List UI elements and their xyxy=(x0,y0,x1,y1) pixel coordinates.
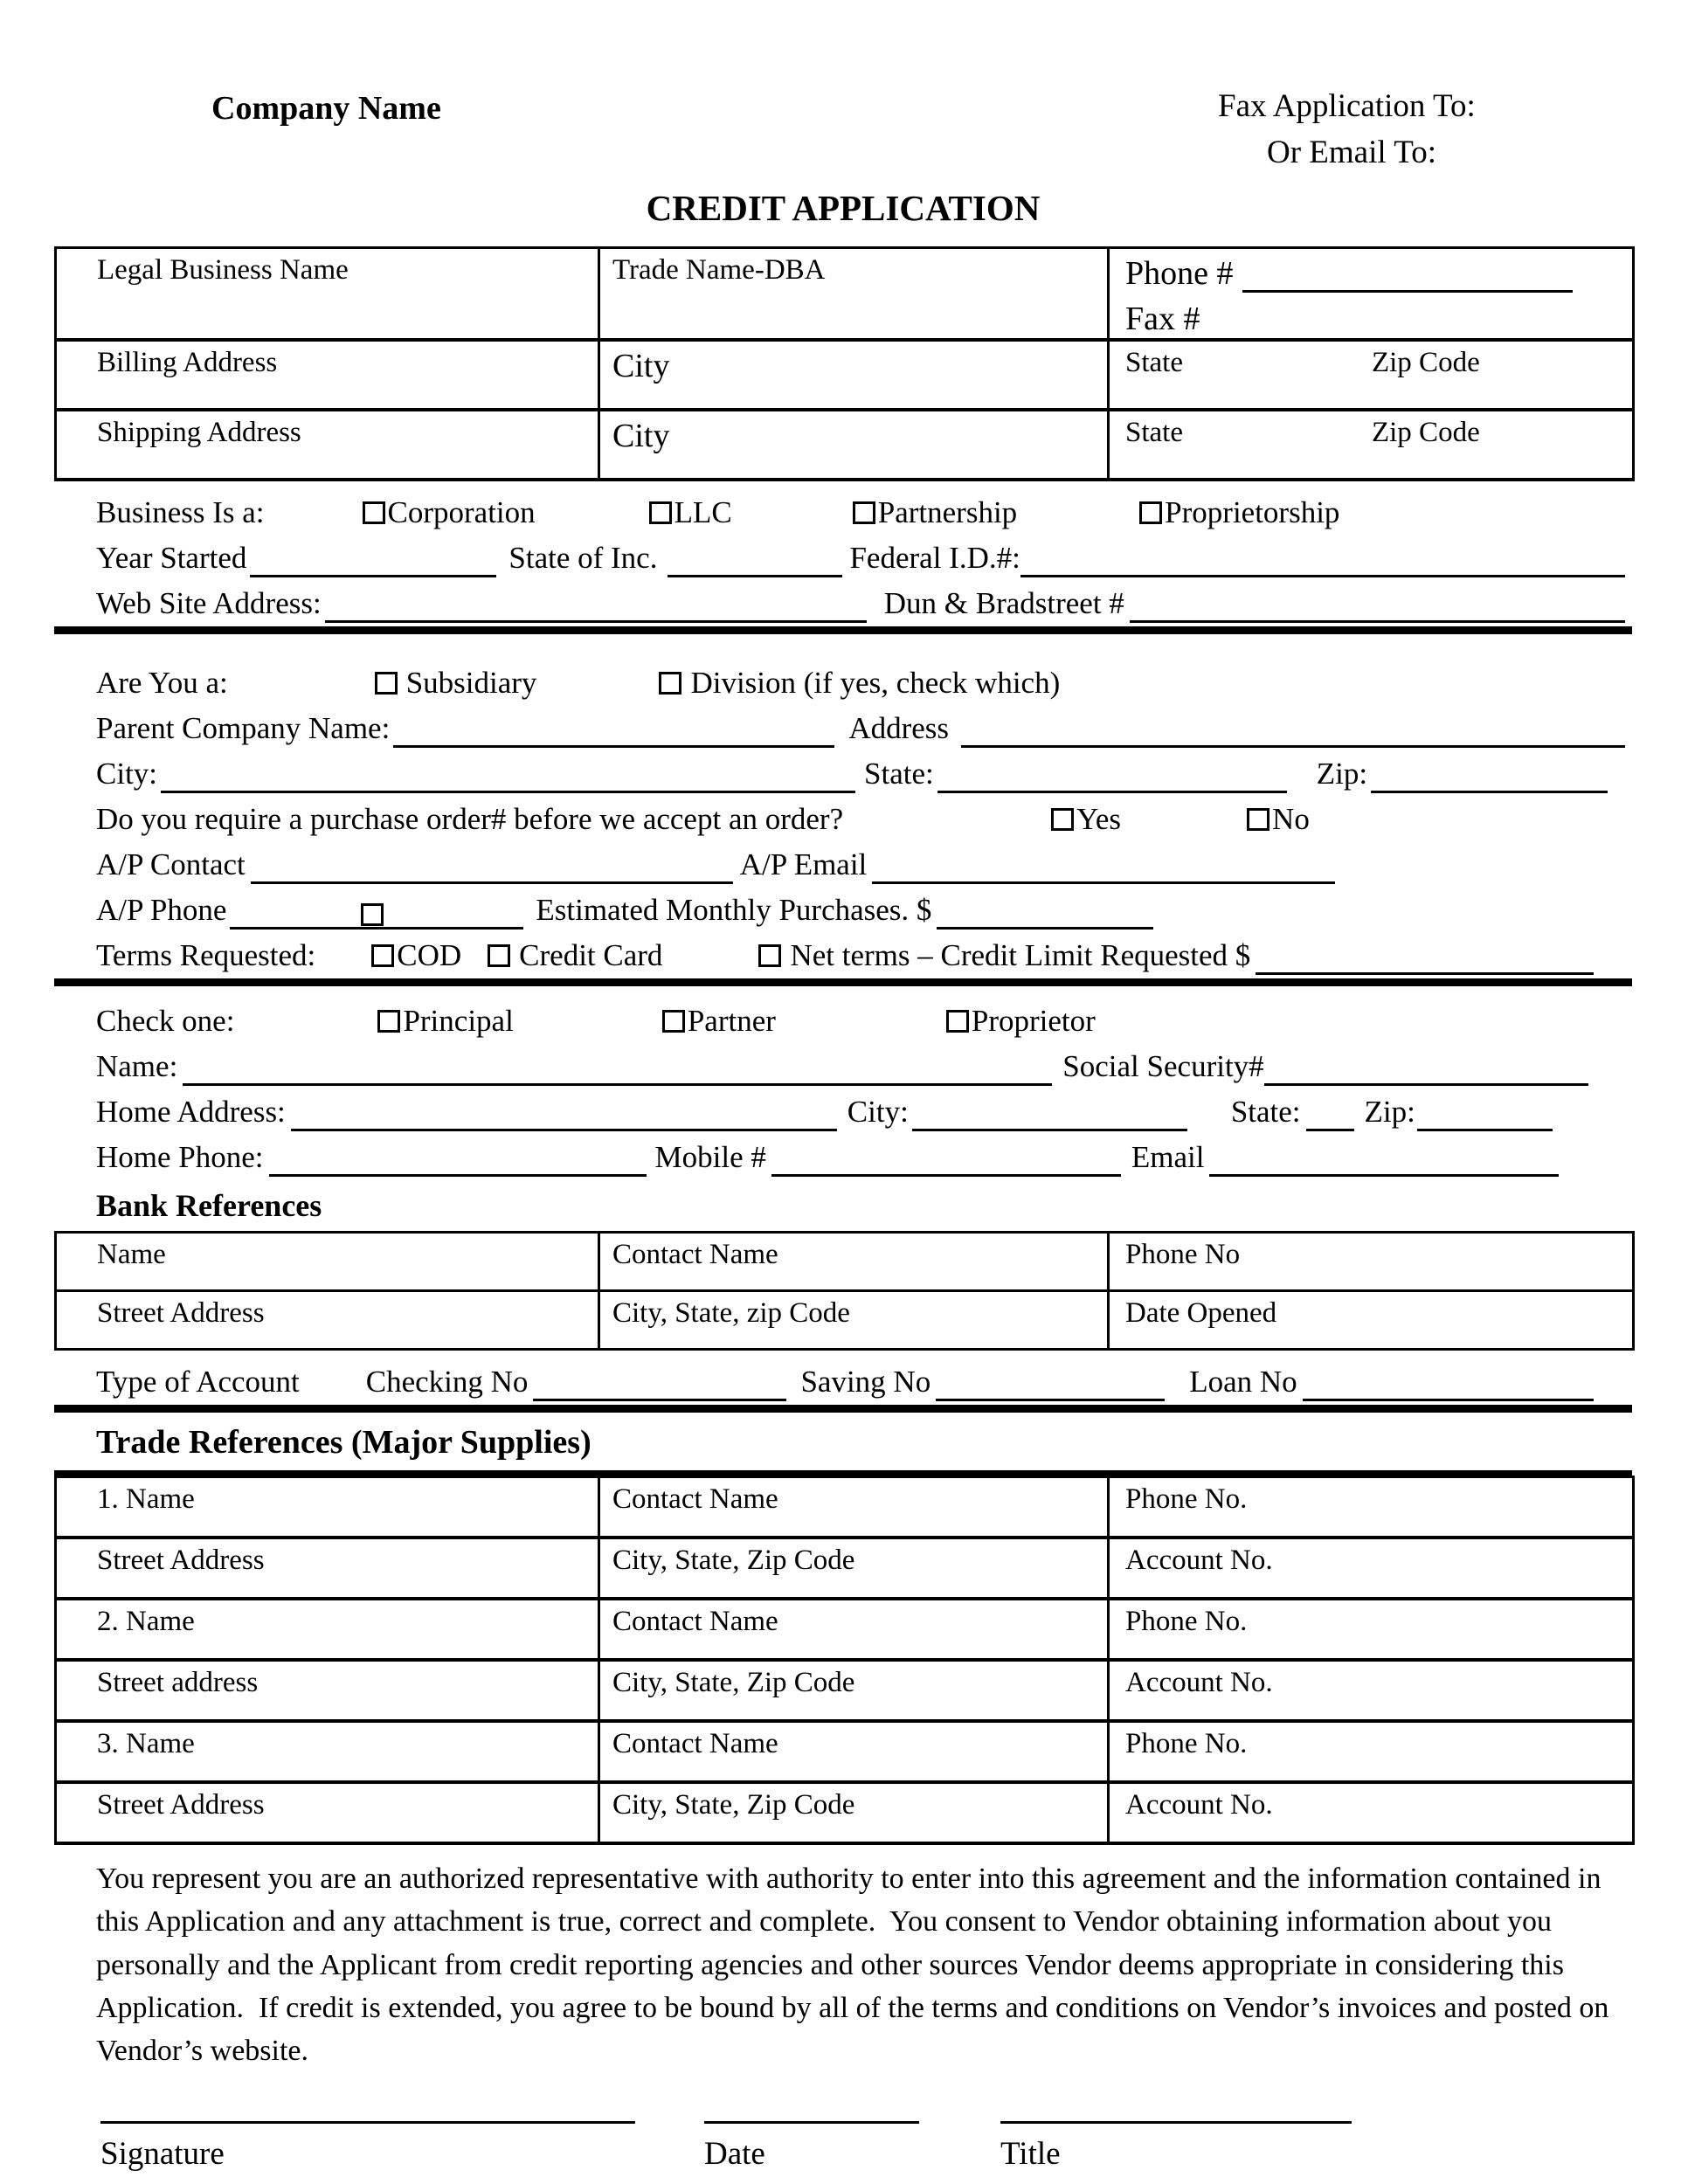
option-label: COD xyxy=(397,938,462,973)
option-partnership[interactable] xyxy=(853,494,1017,532)
home-address-line xyxy=(96,1086,1632,1131)
option-llc[interactable] xyxy=(649,494,732,532)
field-phone-fax[interactable] xyxy=(1109,248,1634,341)
date-label: Date xyxy=(704,2136,765,2173)
input-line-city[interactable] xyxy=(161,780,855,793)
input-line-website[interactable] xyxy=(325,610,867,623)
loan-no-label: Loan No xyxy=(1189,1365,1297,1400)
table-row xyxy=(56,1599,1634,1660)
are-you-label: Are You a: xyxy=(96,666,228,701)
cell-label: Contact Name xyxy=(612,1483,778,1515)
phone-label: Phone # xyxy=(1125,255,1234,292)
table-row xyxy=(56,1782,1634,1843)
cell-label: Billing Address xyxy=(97,347,278,378)
input-line-ssn[interactable] xyxy=(1264,1073,1588,1086)
option-cod[interactable] xyxy=(371,936,461,975)
state-label: State: xyxy=(864,757,934,791)
table-row xyxy=(56,1660,1634,1721)
checkbox-po-yes[interactable] xyxy=(1051,808,1074,831)
date-line[interactable] xyxy=(704,2121,919,2124)
checkbox-partner[interactable] xyxy=(662,1010,685,1033)
purchase-order-line xyxy=(96,793,1632,839)
option-partner[interactable] xyxy=(662,1002,776,1040)
zip-label: Zip: xyxy=(1364,1095,1415,1130)
zip-code-label: Zip Code xyxy=(1371,417,1480,448)
email-label: Email xyxy=(1131,1140,1205,1175)
option-credit-card[interactable] xyxy=(488,936,662,975)
cell-label: Phone No. xyxy=(1125,1728,1248,1759)
table-row xyxy=(56,248,1634,341)
option-label: Corporation xyxy=(387,495,536,530)
mobile-label: Mobile # xyxy=(654,1140,766,1175)
ap-email-label: A/P Email xyxy=(739,847,868,882)
website-label: Web Site Address: xyxy=(96,586,322,621)
option-po-no[interactable] xyxy=(1247,800,1310,839)
cell-label: City, State, Zip Code xyxy=(612,1789,855,1821)
city-state-zip-line xyxy=(96,748,1632,793)
cell-label: City, State, Zip Code xyxy=(612,1545,855,1576)
field-trade-2-street[interactable] xyxy=(56,1660,599,1721)
cell-label: Phone No xyxy=(1125,1239,1241,1270)
ap-contact-line xyxy=(96,839,1632,884)
field-bank-city-state-zip[interactable] xyxy=(599,1291,1109,1350)
field-trade-1-contact[interactable] xyxy=(599,1477,1109,1538)
table-row xyxy=(56,1291,1634,1350)
field-trade-2-account-no[interactable] xyxy=(1109,1660,1634,1721)
ap-phone-label: A/P Phone xyxy=(96,893,227,928)
home-address-label: Home Address: xyxy=(96,1095,286,1130)
signature-line[interactable] xyxy=(100,2121,635,2124)
field-billing-city[interactable] xyxy=(599,340,1109,410)
table-row xyxy=(56,1233,1634,1291)
input-line-name[interactable] xyxy=(183,1073,1052,1086)
state-of-inc-label: State of Inc. xyxy=(508,541,658,576)
cell-label: City, State, Zip Code xyxy=(612,1667,855,1698)
field-trade-2-contact[interactable] xyxy=(599,1599,1109,1660)
page-title: CREDIT APPLICATION xyxy=(646,188,1041,228)
cell-label: City, State, zip Code xyxy=(612,1297,850,1329)
field-bank-phone[interactable] xyxy=(1109,1233,1634,1291)
cell-label: Street address xyxy=(97,1667,259,1698)
table-row xyxy=(56,1538,1634,1599)
estimated-purchases-label: Estimated Monthly Purchases. $ xyxy=(536,893,932,928)
parent-company-label: Parent Company Name: xyxy=(96,711,391,746)
check-one-line xyxy=(96,995,1632,1040)
fax-label: Fax # xyxy=(1125,301,1200,337)
business-type-line xyxy=(96,487,1632,532)
signature-label: Signature xyxy=(100,2136,225,2173)
field-shipping-state-zip[interactable] xyxy=(1109,410,1634,480)
field-legal-business-name[interactable] xyxy=(56,248,599,341)
address-label: Address xyxy=(848,711,950,746)
cell-label: Account No. xyxy=(1125,1545,1273,1576)
checkbox-corporation[interactable] xyxy=(363,501,385,524)
table-row xyxy=(56,340,1634,410)
input-line-phone[interactable] xyxy=(1242,280,1574,293)
cell-label: City xyxy=(612,348,670,384)
state-label: State xyxy=(1125,347,1183,378)
field-bank-street-address[interactable] xyxy=(56,1291,599,1350)
checkbox-principal[interactable] xyxy=(377,1010,400,1033)
checkbox-credit-card[interactable] xyxy=(488,944,510,967)
cell-label: Street Address xyxy=(97,1789,265,1821)
checkbox-po-no[interactable] xyxy=(1247,808,1269,831)
option-label: Partner xyxy=(687,1004,776,1039)
cell-label: 2. Name xyxy=(97,1606,195,1637)
input-line-home-state[interactable] xyxy=(1306,1118,1354,1131)
type-of-account-label: Type of Account xyxy=(96,1365,300,1400)
field-trade-3-street[interactable] xyxy=(56,1782,599,1843)
state-label: State: xyxy=(1230,1095,1301,1130)
cell-label: Shipping Address xyxy=(97,417,301,448)
section-divider xyxy=(54,626,1632,634)
zip-code-label: Zip Code xyxy=(1371,347,1480,378)
legal-agreement-text: You represent you are an authorized representative with authority to enter into this agreement and the information contained in this Application and any attachment is true, correct and complete. You consent to Vendor obtaining information about you personally and the Applicant from credit reporting agencies and other sources Vendor deems appropriate in considering this Application. If credit is extended, you agree to be bound by all of the terms and conditions on Vendor’s invoices and posted on Vendor’s website. xyxy=(96,1863,1616,2068)
checkbox-llc[interactable] xyxy=(649,501,672,524)
cell-label: Name xyxy=(97,1239,166,1270)
checking-no-label: Checking No xyxy=(365,1365,529,1400)
field-trade-1-phone[interactable] xyxy=(1109,1477,1634,1538)
input-line-home-city[interactable] xyxy=(912,1118,1187,1131)
option-proprietorship[interactable] xyxy=(1139,494,1339,532)
field-trade-1-account-no[interactable] xyxy=(1109,1538,1634,1599)
option-principal[interactable] xyxy=(377,1002,513,1040)
cell-label: Date Opened xyxy=(1125,1297,1277,1329)
input-line-zip[interactable] xyxy=(1371,780,1608,793)
option-label: Credit Card xyxy=(519,938,663,973)
checkbox-proprietor[interactable] xyxy=(946,1010,969,1033)
input-line-ap-contact[interactable] xyxy=(251,871,733,884)
zip-label: Zip: xyxy=(1316,757,1368,791)
cell-label: Contact Name xyxy=(612,1606,778,1637)
city-label: City: xyxy=(847,1095,909,1130)
input-line-address[interactable] xyxy=(961,735,1625,748)
field-trade-name-dba[interactable] xyxy=(599,248,1109,341)
input-line-saving-no[interactable] xyxy=(936,1388,1165,1401)
field-bank-date-opened[interactable] xyxy=(1109,1291,1634,1350)
are-you-line xyxy=(96,657,1632,702)
year-started-label: Year Started xyxy=(96,541,247,576)
cell-label: Phone No. xyxy=(1125,1483,1248,1515)
checkbox-partnership[interactable] xyxy=(853,501,875,524)
input-line-dun-bradstreet[interactable] xyxy=(1130,610,1625,623)
page-header xyxy=(54,87,1632,178)
business-info-table xyxy=(54,246,1635,481)
option-proprietor[interactable] xyxy=(946,1002,1096,1040)
field-trade-3-account-no[interactable] xyxy=(1109,1782,1634,1843)
input-line-estimated-monthly[interactable] xyxy=(937,916,1153,930)
checkbox-proprietorship[interactable] xyxy=(1139,501,1162,524)
cell-label: Phone No. xyxy=(1125,1606,1248,1637)
company-name: Company Name xyxy=(211,90,441,127)
signature-section xyxy=(54,2086,1632,2184)
field-trade-1-city-state-zip[interactable] xyxy=(599,1538,1109,1599)
input-line-home-address[interactable] xyxy=(291,1118,837,1131)
field-trade-3-name[interactable] xyxy=(56,1721,599,1782)
cell-label: Account No. xyxy=(1125,1667,1273,1698)
city-label: City: xyxy=(96,757,158,791)
table-row xyxy=(56,1477,1634,1538)
option-label: Subsidiary xyxy=(405,666,537,701)
check-one-label: Check one: xyxy=(96,1004,235,1039)
cell-label: Trade Name-DBA xyxy=(612,254,826,286)
field-trade-3-phone[interactable] xyxy=(1109,1721,1634,1782)
ap-contact-label: A/P Contact xyxy=(96,847,246,882)
input-line-state-of-inc[interactable] xyxy=(668,564,842,577)
cell-label: Account No. xyxy=(1125,1789,1273,1821)
title-label: Title xyxy=(1000,2136,1061,2173)
ap-phone-line xyxy=(96,884,1632,930)
year-started-line xyxy=(96,532,1632,577)
input-line-mobile[interactable] xyxy=(771,1164,1121,1177)
input-line-home-zip[interactable] xyxy=(1417,1118,1553,1131)
option-label: Principal xyxy=(403,1004,514,1039)
checkbox-ap-phone[interactable] xyxy=(361,903,384,926)
email-to-label: Or Email To: xyxy=(1267,135,1437,170)
input-line-year-started[interactable] xyxy=(250,564,496,577)
name-label: Name: xyxy=(96,1049,178,1084)
trade-references-table xyxy=(54,1476,1635,1845)
name-ssn-line xyxy=(96,1040,1632,1086)
saving-no-label: Saving No xyxy=(800,1365,931,1400)
cell-label: Street Address xyxy=(97,1297,265,1329)
option-corporation[interactable] xyxy=(363,494,536,532)
input-line-federal-id[interactable] xyxy=(1020,564,1625,577)
cell-label: 1. Name xyxy=(97,1483,195,1515)
input-line-credit-limit[interactable] xyxy=(1256,962,1594,975)
field-billing-state-zip[interactable] xyxy=(1109,340,1634,410)
account-type-line xyxy=(96,1356,1632,1401)
field-trade-2-name[interactable] xyxy=(56,1599,599,1660)
dun-bradstreet-label: Dun & Bradstreet # xyxy=(883,586,1124,621)
option-label: Proprietor xyxy=(971,1004,1096,1039)
terms-requested-line xyxy=(96,930,1632,975)
cell-label: Legal Business Name xyxy=(97,254,349,286)
option-division[interactable] xyxy=(659,664,1060,702)
cell-label: 3. Name xyxy=(97,1728,195,1759)
terms-label: Terms Requested: xyxy=(96,938,316,973)
trade-references-heading: Trade References (Major Supplies) xyxy=(96,1424,591,1461)
po-question-label: Do you require a purchase order# before we accept an order? xyxy=(96,802,844,837)
option-label: Proprietorship xyxy=(1165,495,1340,530)
federal-id-label: Federal I.D.#: xyxy=(849,541,1020,576)
home-phone-line xyxy=(96,1131,1632,1177)
state-label: State xyxy=(1125,417,1183,448)
ssn-label: Social Security# xyxy=(1062,1049,1264,1084)
option-label: No xyxy=(1272,802,1310,837)
fax-email-block xyxy=(1218,87,1476,171)
cell-label: City xyxy=(612,418,670,454)
option-label: LLC xyxy=(674,495,732,530)
field-shipping-address[interactable] xyxy=(56,410,599,480)
home-phone-label: Home Phone: xyxy=(96,1140,264,1175)
table-row xyxy=(56,1721,1634,1782)
website-line xyxy=(96,577,1632,623)
checkbox-cod[interactable] xyxy=(371,944,394,967)
input-line-ap-phone[interactable] xyxy=(230,916,523,930)
cell-label: Contact Name xyxy=(612,1239,778,1270)
title-line[interactable] xyxy=(1000,2121,1352,2124)
field-bank-contact-name[interactable] xyxy=(599,1233,1109,1291)
input-line-ap-email[interactable] xyxy=(872,871,1335,884)
business-is-label: Business Is a: xyxy=(96,495,265,530)
cell-label: Street Address xyxy=(97,1545,265,1576)
option-subsidiary[interactable] xyxy=(375,664,537,702)
checkbox-division[interactable] xyxy=(659,672,681,695)
field-billing-address[interactable] xyxy=(56,340,599,410)
field-trade-1-street[interactable] xyxy=(56,1538,599,1599)
option-label: Yes xyxy=(1076,802,1122,837)
input-line-parent-company[interactable] xyxy=(393,735,834,748)
option-net-terms[interactable] xyxy=(758,936,1250,975)
field-trade-1-name[interactable] xyxy=(56,1477,599,1538)
bank-references-table xyxy=(54,1231,1635,1351)
field-trade-2-city-state-zip[interactable] xyxy=(599,1660,1109,1721)
input-line-home-phone[interactable] xyxy=(269,1164,647,1177)
field-shipping-city[interactable] xyxy=(599,410,1109,480)
bank-references-heading: Bank References xyxy=(96,1188,322,1223)
field-trade-3-contact[interactable] xyxy=(599,1721,1109,1782)
checkbox-net-terms[interactable] xyxy=(758,944,781,967)
input-line-email[interactable] xyxy=(1209,1164,1559,1177)
field-trade-3-city-state-zip[interactable] xyxy=(599,1782,1109,1843)
option-label: Net terms – Credit Limit Requested $ xyxy=(790,938,1251,973)
section-divider xyxy=(54,978,1632,986)
checkbox-subsidiary[interactable] xyxy=(375,672,398,695)
option-label: Partnership xyxy=(877,495,1018,530)
field-bank-name[interactable] xyxy=(56,1233,599,1291)
cell-label: Contact Name xyxy=(612,1728,778,1759)
parent-company-line xyxy=(96,702,1632,748)
input-line-loan-no[interactable] xyxy=(1303,1388,1594,1401)
fax-to-label: Fax Application To: xyxy=(1218,88,1476,124)
field-trade-2-phone[interactable] xyxy=(1109,1599,1634,1660)
input-line-checking-no[interactable] xyxy=(533,1388,786,1401)
table-row xyxy=(56,410,1634,480)
input-line-state[interactable] xyxy=(937,780,1287,793)
option-po-yes[interactable] xyxy=(1051,800,1121,839)
option-label: Division (if yes, check which) xyxy=(690,666,1061,701)
section-divider xyxy=(54,1405,1632,1413)
